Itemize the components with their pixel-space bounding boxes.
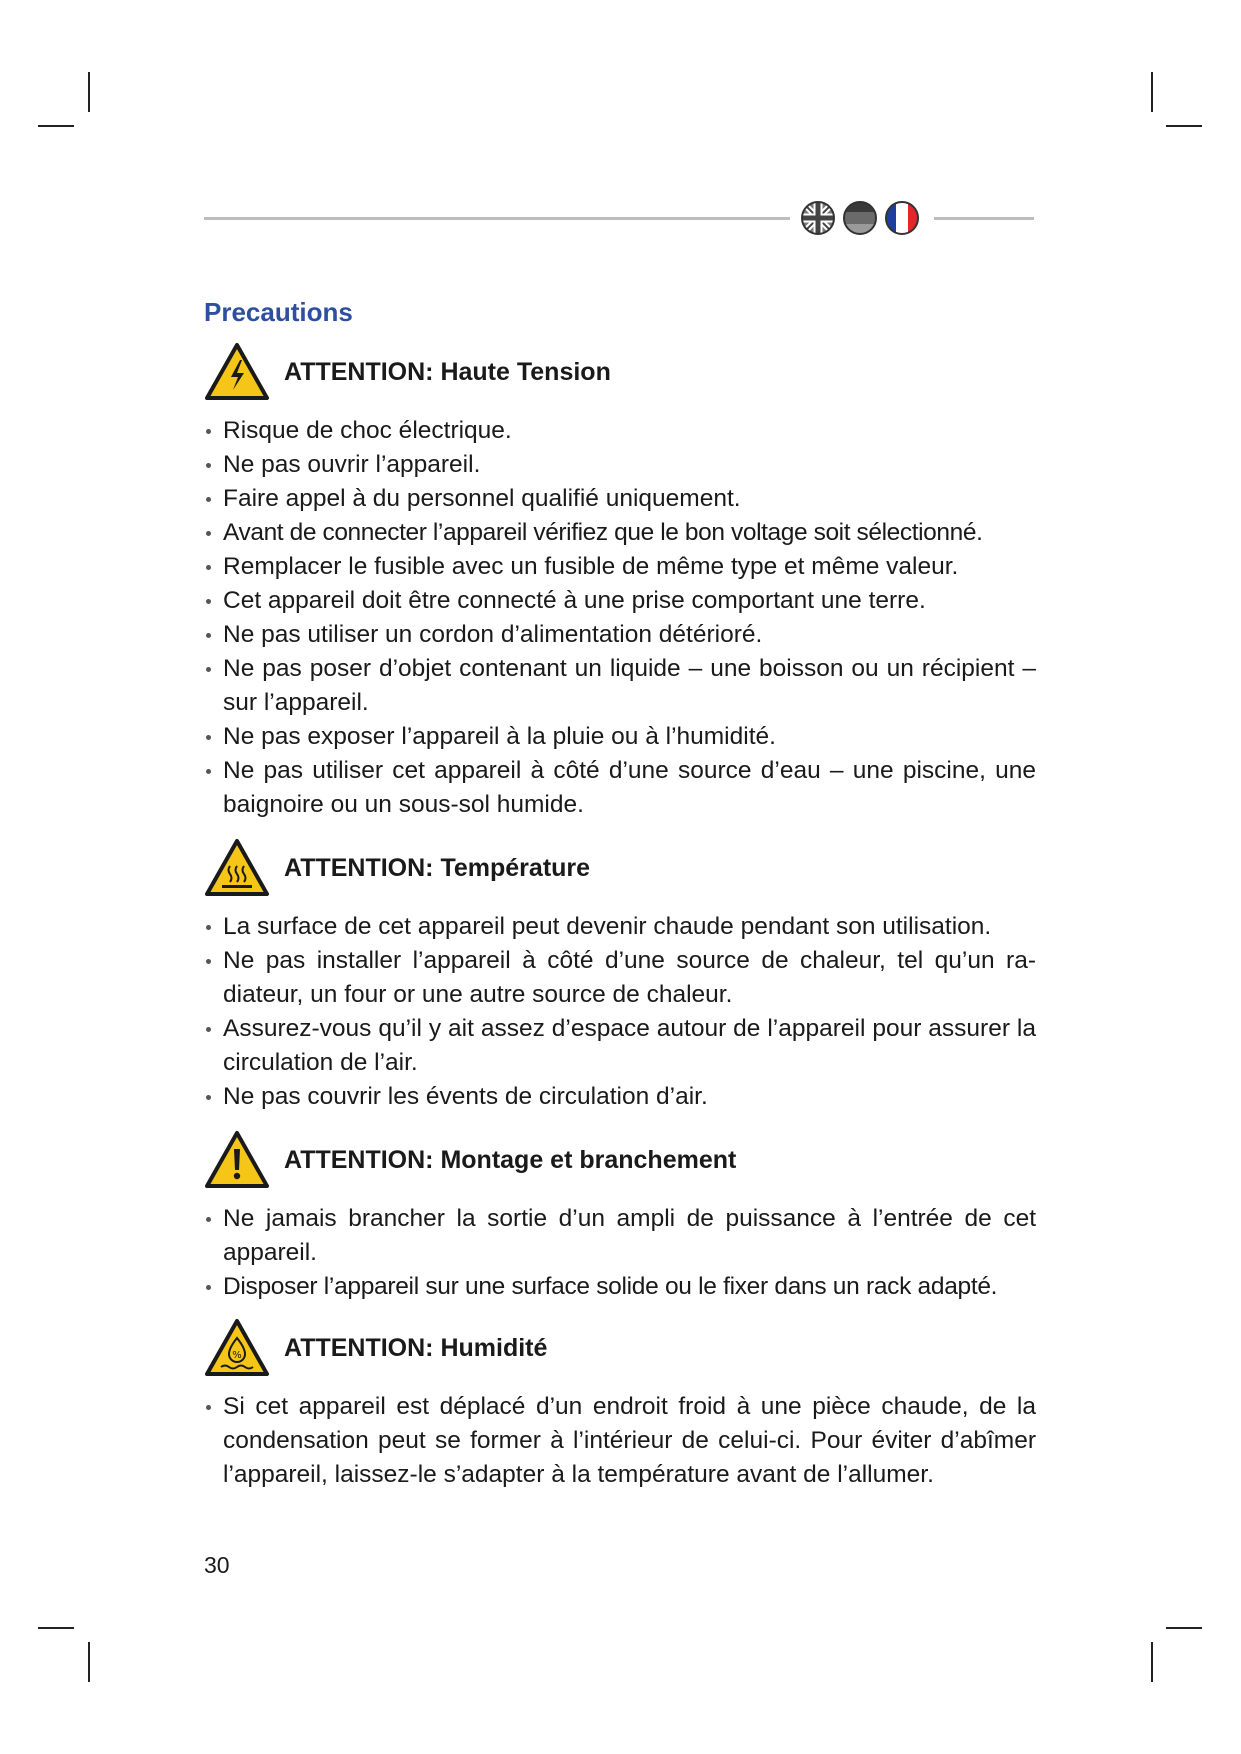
header-rule-right	[934, 217, 1034, 220]
crop-mark	[88, 1642, 90, 1682]
header-rule-left	[204, 217, 790, 220]
humidity-warning-icon	[204, 1318, 270, 1378]
list-item: La surface de cet appareil peut devenir chaude pendant son utilisation.	[204, 910, 1036, 944]
list-item: Risque de choc électrique.	[204, 414, 1036, 448]
list-item: Avant de connecter l’appareil vérifiez que le bon voltage soit sélectionné.	[204, 516, 1036, 550]
list-item: Remplacer le fusible avec un fusible de même type et même valeur.	[204, 550, 1036, 584]
general-warning-icon	[204, 1130, 270, 1190]
list-item: Ne pas utiliser un cordon d’alimentation détérioré.	[204, 618, 1036, 652]
section-temperature	[204, 838, 1036, 1114]
france-flag-icon[interactable]	[884, 200, 920, 236]
page-number: 30	[204, 1552, 230, 1578]
list-item: Ne pas couvrir les évents de circulation d’air.	[204, 1080, 1036, 1114]
section-header	[204, 1130, 1036, 1192]
language-flags	[800, 200, 925, 240]
bullet-list	[204, 910, 1036, 1114]
section-title: ATTENTION: Montage et branchement	[284, 1146, 737, 1174]
hot-surface-warning-icon	[204, 838, 270, 898]
list-item: Assurez-vous qu’il y ait assez d’espace autour de l’appareil pour assurer la circulation de l’air.	[204, 1012, 1036, 1080]
section-title: ATTENTION: Température	[284, 854, 591, 882]
list-item: Si cet appareil est déplacé d’un endroit froid à une pièce chaude, de la condensation peut se former à l’intérieur de celui-ci. Pour éviter d’abîmer l’appareil, laissez-le s’adapter à la température avant de l’allumer.	[204, 1390, 1036, 1492]
list-item: Cet appareil doit être connecté à une prise comportant une terre.	[204, 584, 1036, 618]
crop-mark	[1151, 1642, 1153, 1682]
crop-mark	[1151, 72, 1153, 112]
section-header	[204, 838, 1036, 900]
list-item: Faire appel à du personnel qualifié uniquement.	[204, 482, 1036, 516]
crop-mark	[1166, 125, 1202, 127]
crop-mark	[1166, 1627, 1202, 1629]
crop-mark	[38, 125, 74, 127]
section-header	[204, 1318, 1036, 1380]
page-title: Precautions	[204, 297, 353, 327]
bullet-list	[204, 1390, 1036, 1492]
high-voltage-warning-icon	[204, 342, 270, 402]
crop-mark	[38, 1627, 74, 1629]
germany-flag-icon[interactable]	[842, 200, 878, 236]
section-title: ATTENTION: Humidité	[284, 1334, 548, 1362]
list-item: Ne pas poser d’objet contenant un liquide – une boisson ou un récipient – sur l’appareil.	[204, 652, 1036, 720]
section-title: ATTENTION: Haute Tension	[284, 358, 611, 386]
section-humidity	[204, 1318, 1036, 1492]
section-header	[204, 342, 1036, 404]
section-mounting	[204, 1130, 1036, 1304]
list-item: Disposer l’appareil sur une surface solide ou le fixer dans un rack adapté.	[204, 1270, 1036, 1304]
bullet-list	[204, 414, 1036, 822]
svg-text:%: %	[232, 1350, 242, 1361]
crop-mark	[88, 72, 90, 112]
list-item: Ne jamais brancher la sortie d’un ampli de puissance à l’entrée de cet appareil.	[204, 1202, 1036, 1270]
list-item: Ne pas ouvrir l’appareil.	[204, 448, 1036, 482]
list-item: Ne pas exposer l’appareil à la pluie ou à l’humidité.	[204, 720, 1036, 754]
bullet-list	[204, 1202, 1036, 1304]
list-item: Ne pas installer l’appareil à côté d’une source de chaleur, tel qu’un radiateur, un four or une autre source de chaleur.	[204, 944, 1036, 1012]
list-item: Ne pas utiliser cet appareil à côté d’une source d’eau – une piscine, une baignoire ou un sous-sol humide.	[204, 754, 1036, 822]
uk-flag-icon[interactable]	[800, 200, 836, 236]
section-high-voltage	[204, 342, 1036, 822]
